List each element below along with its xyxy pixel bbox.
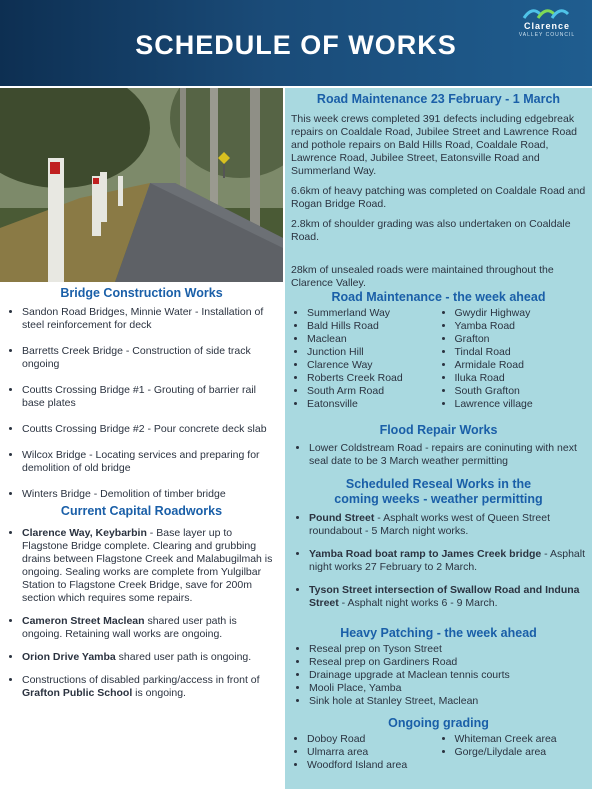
flood-section: [291, 423, 586, 468]
list-item: • Armidale Road: [455, 359, 587, 372]
list-item: • Yamba Road boat ramp to James Creek bridge - Asphalt night works 27 February to 2 March.: [309, 548, 586, 574]
road-maintenance-p3: 2.8km of shoulder grading was also undertaken on Coaldale Road.: [291, 218, 571, 243]
list-item: • Orion Drive Yamba shared user path is ongoing.: [22, 651, 277, 664]
capital-heading: Current Capital Roadworks: [60, 504, 223, 518]
road-maintenance-p4: 28km of unsealed roads were maintained throughout the Clarence Valley.: [291, 264, 554, 289]
list-item: • Cameron Street Maclean shared user path is ongoing. Retaining wall works are ongoing.: [22, 615, 277, 641]
council-logo: [512, 4, 582, 44]
list-item: • South Grafton: [455, 385, 587, 398]
list-item: • Coutts Crossing Bridge #1 - Grouting of barrier rail base plates: [22, 384, 277, 410]
road-maintenance-heading: Road Maintenance 23 February - 1 March: [316, 92, 561, 106]
reseal-heading-line1: Scheduled Reseal Works in the: [345, 477, 532, 491]
week-ahead-heading: Road Maintenance - the week ahead: [331, 290, 546, 304]
list-item: • Tindal Road: [455, 346, 587, 359]
list-item: • Grafton: [455, 333, 587, 346]
logo-name: Clarence: [523, 21, 571, 31]
reseal-list: [291, 512, 586, 610]
list-item: • Tyson Street intersection of Swallow Road and Induna Street - Asphalt night works 6 - 9 March.: [309, 584, 586, 610]
week-ahead-list-2: [439, 307, 587, 411]
grading-heading: Ongoing grading: [388, 716, 489, 730]
list-item: • Gwydir Highway: [455, 307, 587, 320]
list-item: • Wilcox Bridge - Locating services and preparing for demolition of old bridge: [22, 449, 277, 475]
list-item: • South Arm Road: [307, 385, 439, 398]
list-item: • Clarence Way: [307, 359, 439, 372]
list-item: • Lawrence village: [455, 398, 587, 411]
flood-heading: Flood Repair Works: [379, 423, 498, 437]
list-item: • Junction Hill: [307, 346, 439, 359]
list-item: • Summerland Way: [307, 307, 439, 320]
page-title: SCHEDULE OF WORKS: [135, 30, 457, 60]
list-item: • Gorge/Lilydale area: [455, 746, 587, 759]
list-item: • Lower Coldstream Road - repairs are coninuting with next seal date to be 3 March weather permitting: [309, 442, 586, 468]
left-column: [0, 286, 283, 700]
week-ahead-list-1: [291, 307, 439, 411]
road-maintenance-p1: This week crews completed 391 defects including edgebreak repairs on Coaldale Road, Jubilee Street and Lawrence Road and pothole repairs on Bald Hills Road, Coaldale Road, Lawrence Road, Jubilee Street, Eatonsville Road and Summerland Way.: [291, 113, 578, 177]
list-item: • Constructions of disabled parking/access in front of Grafton Public School is ongoing.: [22, 674, 277, 700]
logo-subtitle: VALLEY COUNCIL: [518, 32, 576, 38]
list-item: • Doboy Road: [307, 733, 439, 746]
week-ahead-section: [291, 290, 586, 411]
list-item: • Barretts Creek Bridge - Construction of side track ongoing: [22, 345, 277, 371]
list-item: • Winters Bridge - Demolition of timber bridge: [22, 488, 277, 501]
heavy-patching-list: [291, 643, 586, 708]
heavy-patching-section: [291, 626, 586, 708]
list-item: • Ulmarra area: [307, 746, 439, 759]
list-item: • Yamba Road: [455, 320, 587, 333]
list-item: • Drainage upgrade at Maclean tennis courts: [309, 669, 586, 682]
grading-list-1: [291, 733, 439, 772]
capital-list: [0, 527, 283, 700]
flood-list: [291, 442, 586, 468]
bridge-list: [0, 306, 283, 501]
list-item: • Clarence Way, Keybarbin - Base layer up to Flagstone Bridge complete. Clearing and grubbing drains between Flagstone Creek and Malabugilmah is ongoing. Sealing works are complete from Yulgilbar Station to Flagstone Creek Bridge, save for 200m section which requires some repairs.: [22, 527, 277, 605]
list-item: • Reseal prep on Tyson Street: [309, 643, 586, 656]
list-item: • Eatonsville: [307, 398, 439, 411]
reseal-section: [291, 477, 586, 610]
bridge-heading: Bridge Construction Works: [60, 286, 223, 300]
grading-list-2: [439, 733, 587, 772]
logo-waves-icon: [512, 4, 582, 22]
list-item: • Woodford Island area: [307, 759, 439, 772]
list-item: • Iluka Road: [455, 372, 587, 385]
list-item: • Maclean: [307, 333, 439, 346]
heavy-patching-heading: Heavy Patching - the week ahead: [340, 626, 537, 640]
list-item: • Bald Hills Road: [307, 320, 439, 333]
list-item: • Mooli Place, Yamba: [309, 682, 586, 695]
grading-section: [291, 716, 586, 772]
road-maintenance-section: [291, 92, 586, 290]
list-item: • Whiteman Creek area: [455, 733, 587, 746]
list-item: • Pound Street - Asphalt works west of Queen Street roundabout - 5 March night works.: [309, 512, 586, 538]
road-maintenance-p2: 6.6km of heavy patching was completed on Coaldale Road and Rogan Bridge Road.: [291, 185, 586, 210]
list-item: • Reseal prep on Gardiners Road: [309, 656, 586, 669]
right-panel: [285, 88, 592, 789]
list-item: • Roberts Creek Road: [307, 372, 439, 385]
list-item: • Coutts Crossing Bridge #2 - Pour concrete deck slab: [22, 423, 277, 436]
road-photo: [0, 88, 283, 282]
list-item: • Sandon Road Bridges, Minnie Water - Installation of steel reinforcement for deck: [22, 306, 277, 332]
header-banner: [0, 0, 592, 86]
reseal-heading-line2: coming weeks - weather permitting: [334, 492, 543, 506]
list-item: • Sink hole at Stanley Street, Maclean: [309, 695, 586, 708]
